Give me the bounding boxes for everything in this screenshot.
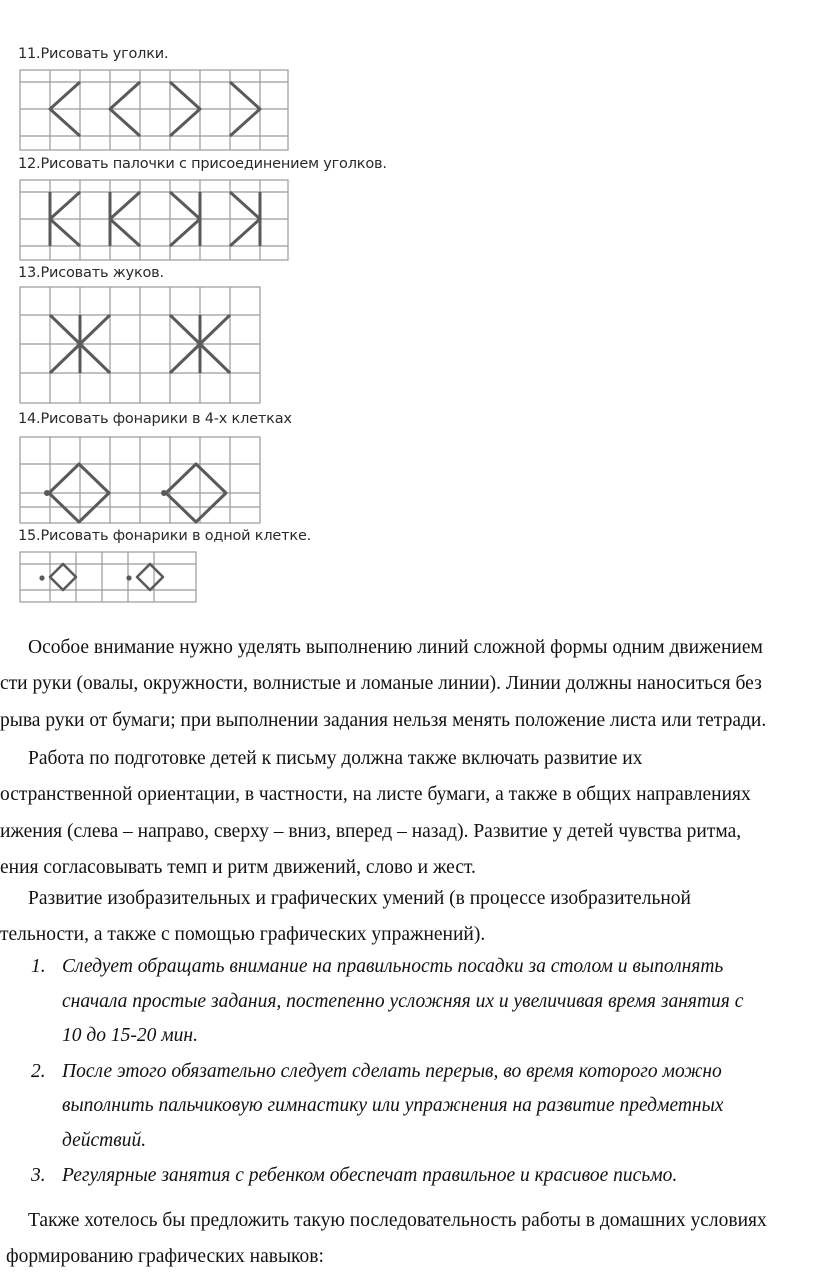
exercise-12-grid xyxy=(18,178,290,262)
list-item-line: После этого обязательно следует сделать перерыв, во время которого можно xyxy=(62,1060,722,1082)
list-item-line: Следует обращать внимание на правильность посадки за столом и выполнять xyxy=(62,956,724,977)
paragraph-2-line: ения согласовывать темп и ритм движений, слово и жест. xyxy=(0,857,476,879)
paragraph-3 xyxy=(0,881,691,954)
exercise-13-grid xyxy=(18,285,262,405)
paragraph-4 xyxy=(0,1203,767,1276)
exercise-14-title: 14.Рисовать фонарики в 4-х клетках xyxy=(18,411,292,427)
paragraph-4-line: Также хотелось бы предложить такую последовательность работы в домашних условиях xyxy=(28,1210,767,1231)
exercise-15-title: 15.Рисовать фонарики в одной клетке. xyxy=(18,528,312,544)
paragraph-2-line: Работа по подготовке детей к письму должна также включать развитие их xyxy=(28,748,643,769)
list-item-line: выполнить пальчиковую гимнастику или упражнения на развитие предметных xyxy=(62,1095,724,1116)
list-item-line: действий. xyxy=(62,1129,147,1151)
paragraph-3-line: Развитие изобразительных и графических умений (в процессе изобразительной xyxy=(28,888,691,909)
list-item-number: 1. xyxy=(31,956,46,977)
paragraph-4-line: формированию графических навыков: xyxy=(6,1246,324,1268)
paragraph-1-line: Особое внимание нужно уделять выполнению линий сложной формы одним движением xyxy=(28,637,763,658)
list-item xyxy=(0,1055,743,1159)
list-item-line: Регулярные занятия с ребенком обеспечат правильное и красивое письмо. xyxy=(62,1165,678,1186)
exercise-14-grid xyxy=(18,435,262,525)
exercise-11-grid xyxy=(18,68,290,152)
task-list xyxy=(0,950,743,1194)
paragraph-2 xyxy=(0,741,751,887)
list-item xyxy=(0,1159,743,1194)
list-item-line: 10 до 15-20 мин. xyxy=(62,1025,198,1046)
paragraph-3-line: тельности, а также с помощью графических упражнений). xyxy=(0,924,486,946)
exercise-13-title: 13.Рисовать жуков. xyxy=(18,265,164,281)
paragraph-1 xyxy=(0,630,766,739)
paragraph-1-line: сти руки (овалы, окружности, волнистые и ломаные линии). Линии должны наноситься без xyxy=(0,673,762,695)
paragraph-2-line: остранственной ориентации, в частности, на листе бумаги, а также в общих направлениях xyxy=(0,784,751,806)
list-item-line: сначала простые задания, постепенно усложняя их и увеличивая время занятия с xyxy=(62,990,744,1012)
list-item xyxy=(0,950,743,1054)
exercise-11-title: 11.Рисовать уголки. xyxy=(18,46,169,62)
paragraph-1-line: рыва руки от бумаги; при выполнении задания нельзя менять положение листа или тетради. xyxy=(0,709,767,731)
paragraph-2-line: ижения (слева – направо, сверху – вниз, вперед – назад). Развитие у детей чувства ритма, xyxy=(0,820,742,842)
exercise-12-title: 12.Рисовать палочки с присоединением уголков. xyxy=(18,156,387,172)
exercise-15-grid xyxy=(18,550,198,604)
list-item-number: 2. xyxy=(31,1060,46,1082)
list-item-number: 3. xyxy=(31,1165,46,1186)
